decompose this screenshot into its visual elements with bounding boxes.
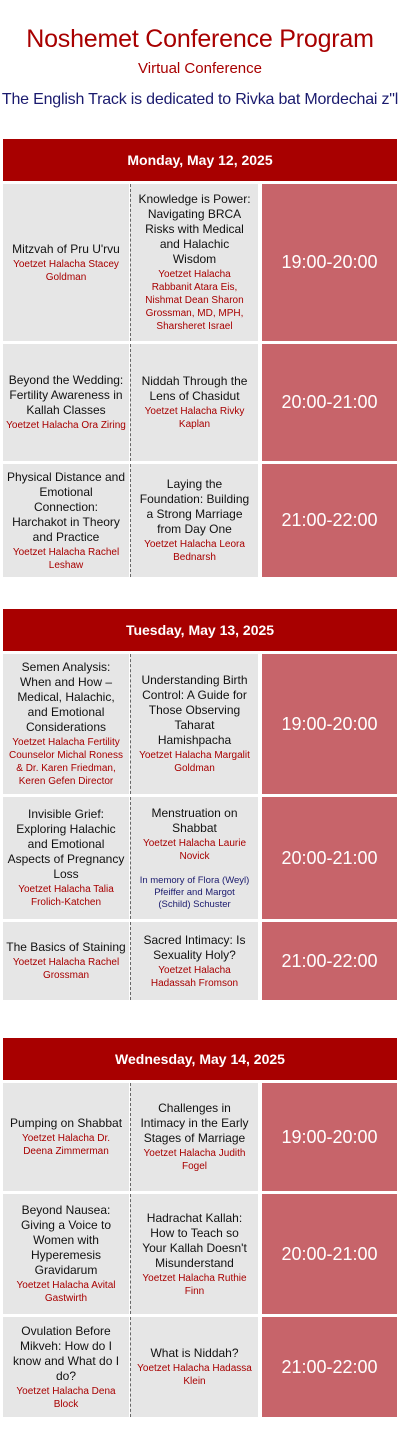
session-time: 20:00-21:00 <box>262 344 397 461</box>
session-row <box>3 1194 397 1314</box>
session-title: What is Niddah? <box>150 1346 239 1360</box>
session-left <box>3 797 129 919</box>
session-middle <box>130 344 258 461</box>
session-left <box>3 654 129 794</box>
session-left <box>3 184 129 341</box>
session-row <box>3 1317 397 1417</box>
session-time: 19:00-20:00 <box>262 184 397 341</box>
session-left <box>3 922 129 1000</box>
day-header: Wednesday, May 14, 2025 <box>3 1038 397 1080</box>
session-middle <box>130 184 258 341</box>
session-left <box>3 1083 129 1191</box>
session-speaker: Yoetzet Halacha Hadassa Klein <box>137 1363 252 1387</box>
session-title: Understanding Birth Control: A Guide for Those Observing Taharat Hamishpacha <box>141 673 248 747</box>
session-middle <box>130 1317 258 1417</box>
session-title: Challenges in Intimacy in the Early Stages of Marriage <box>140 1101 249 1145</box>
session-title: Knowledge is Power: Navigating BRCA Risks with Medical and Halachic Wisdom <box>138 192 251 266</box>
session-row <box>3 654 397 794</box>
session-speaker: Yoetzet Halacha Dena Block <box>16 1385 116 1410</box>
session-middle <box>130 797 258 919</box>
session-left <box>3 464 129 577</box>
session-row <box>3 922 397 1000</box>
session-left <box>3 1194 129 1314</box>
memorial-note: In memory of Flora (Weyl) Pfeiffer and Margot (Schild) Schuster <box>139 874 250 910</box>
program-header <box>0 0 400 110</box>
session-title: The Basics of Staining <box>6 940 126 954</box>
session-title: Menstruation on Shabbat <box>151 805 238 835</box>
session-title: Pumping on Shabbat <box>9 1116 123 1130</box>
session-speaker: Yoetzet Halacha Ora Ziring <box>6 420 126 431</box>
session-speaker: Yoetzet Halacha Judith Fogel <box>143 1148 246 1172</box>
session-speaker: Yoetzet Halacha Fertility Counselor Michal Roness & Dr. Karen Friedman, Keren Gefen Director <box>9 737 123 787</box>
session-time: 19:00-20:00 <box>262 654 397 794</box>
session-speaker: Yoetzet Halacha Rabbanit Atara Eis, Nishmat Dean Sharon Grossman, MD, MPH, Sharsheret Israel <box>145 269 244 332</box>
page-subtitle: Virtual Conference <box>138 60 262 77</box>
session-time: 20:00-21:00 <box>262 797 397 919</box>
session-row <box>3 1083 397 1191</box>
dedication-text: The English Track is dedicated to Rivka bat Mordechai z"l <box>1 91 399 108</box>
session-middle <box>130 464 258 577</box>
session-speaker: Yoetzet Halacha Rachel Grossman <box>12 957 120 981</box>
session-title: Sacred Intimacy: Is Sexuality Holy? <box>143 932 246 962</box>
session-speaker: Yoetzet Halacha Dr. Deena Zimmerman <box>21 1133 111 1157</box>
session-speaker: Yoetzet Halacha Leora Bednarsh <box>144 539 245 563</box>
session-title: Hadrachat Kallah: How to Teach so Your Kallah Doesn't Misunderstand <box>142 1210 247 1270</box>
day-header: Tuesday, May 13, 2025 <box>3 609 397 651</box>
session-title: Niddah Through the Lens of Chasidut <box>141 374 248 403</box>
session-speaker: Yoetzet Halacha Stacey Goldman <box>13 258 119 283</box>
session-middle <box>130 1194 258 1314</box>
session-speaker: Yoetzet Halacha Talia Frolich-Katchen <box>18 884 114 908</box>
session-title: Semen Analysis: When and How – Medical, Halachic, and Emotional Considerations <box>17 660 115 734</box>
day-header: Monday, May 12, 2025 <box>3 139 397 181</box>
session-speaker: Yoetzet Halacha Laurie Novick <box>142 837 247 862</box>
session-time: 21:00-22:00 <box>262 1317 397 1417</box>
day-monday <box>3 139 397 577</box>
session-title: Mitzvah of Pru U'rvu <box>12 241 120 256</box>
session-time: 20:00-21:00 <box>262 1194 397 1314</box>
session-speaker: Yoetzet Halacha Margalit Goldman <box>139 750 250 774</box>
session-row <box>3 464 397 577</box>
session-row <box>3 344 397 461</box>
session-speaker: Yoetzet Halacha Rivky Kaplan <box>144 406 245 430</box>
session-title: Beyond Nausea: Giving a Voice to Women with Hyperemesis Gravidarum <box>20 1203 112 1277</box>
day-wednesday <box>3 1038 397 1417</box>
page-title: Noshemet Conference Program <box>26 25 374 53</box>
session-speaker: Yoetzet Halacha Ruthie Finn <box>142 1272 247 1297</box>
session-speaker: Yoetzet Halacha Rachel Leshaw <box>12 546 120 571</box>
session-time: 19:00-20:00 <box>262 1083 397 1191</box>
session-middle <box>130 654 258 794</box>
session-title: Invisible Grief: Exploring Halachic and Emotional Aspects of Pregnancy Loss <box>7 807 125 881</box>
session-row <box>3 797 397 919</box>
session-title: Physical Distance and Emotional Connection: Harchakot in Theory and Practice <box>6 469 126 544</box>
session-row <box>3 184 397 341</box>
session-speaker: Yoetzet Halacha Avital Gastwirth <box>16 1280 116 1304</box>
session-time: 21:00-22:00 <box>262 464 397 577</box>
session-left <box>3 1317 129 1417</box>
session-middle <box>130 922 258 1000</box>
day-tuesday <box>3 609 397 1000</box>
session-title: Laying the Foundation: Building a Strong Marriage from Day One <box>139 477 250 536</box>
session-title: Ovulation Before Mikveh: How do I know and What do I do? <box>12 1323 120 1383</box>
session-middle <box>130 1083 258 1191</box>
session-time: 21:00-22:00 <box>262 922 397 1000</box>
session-title: Beyond the Wedding: Fertility Awareness in Kallah Classes <box>8 373 124 417</box>
session-speaker: Yoetzet Halacha Hadassah Fromson <box>150 964 239 989</box>
session-left <box>3 344 129 461</box>
